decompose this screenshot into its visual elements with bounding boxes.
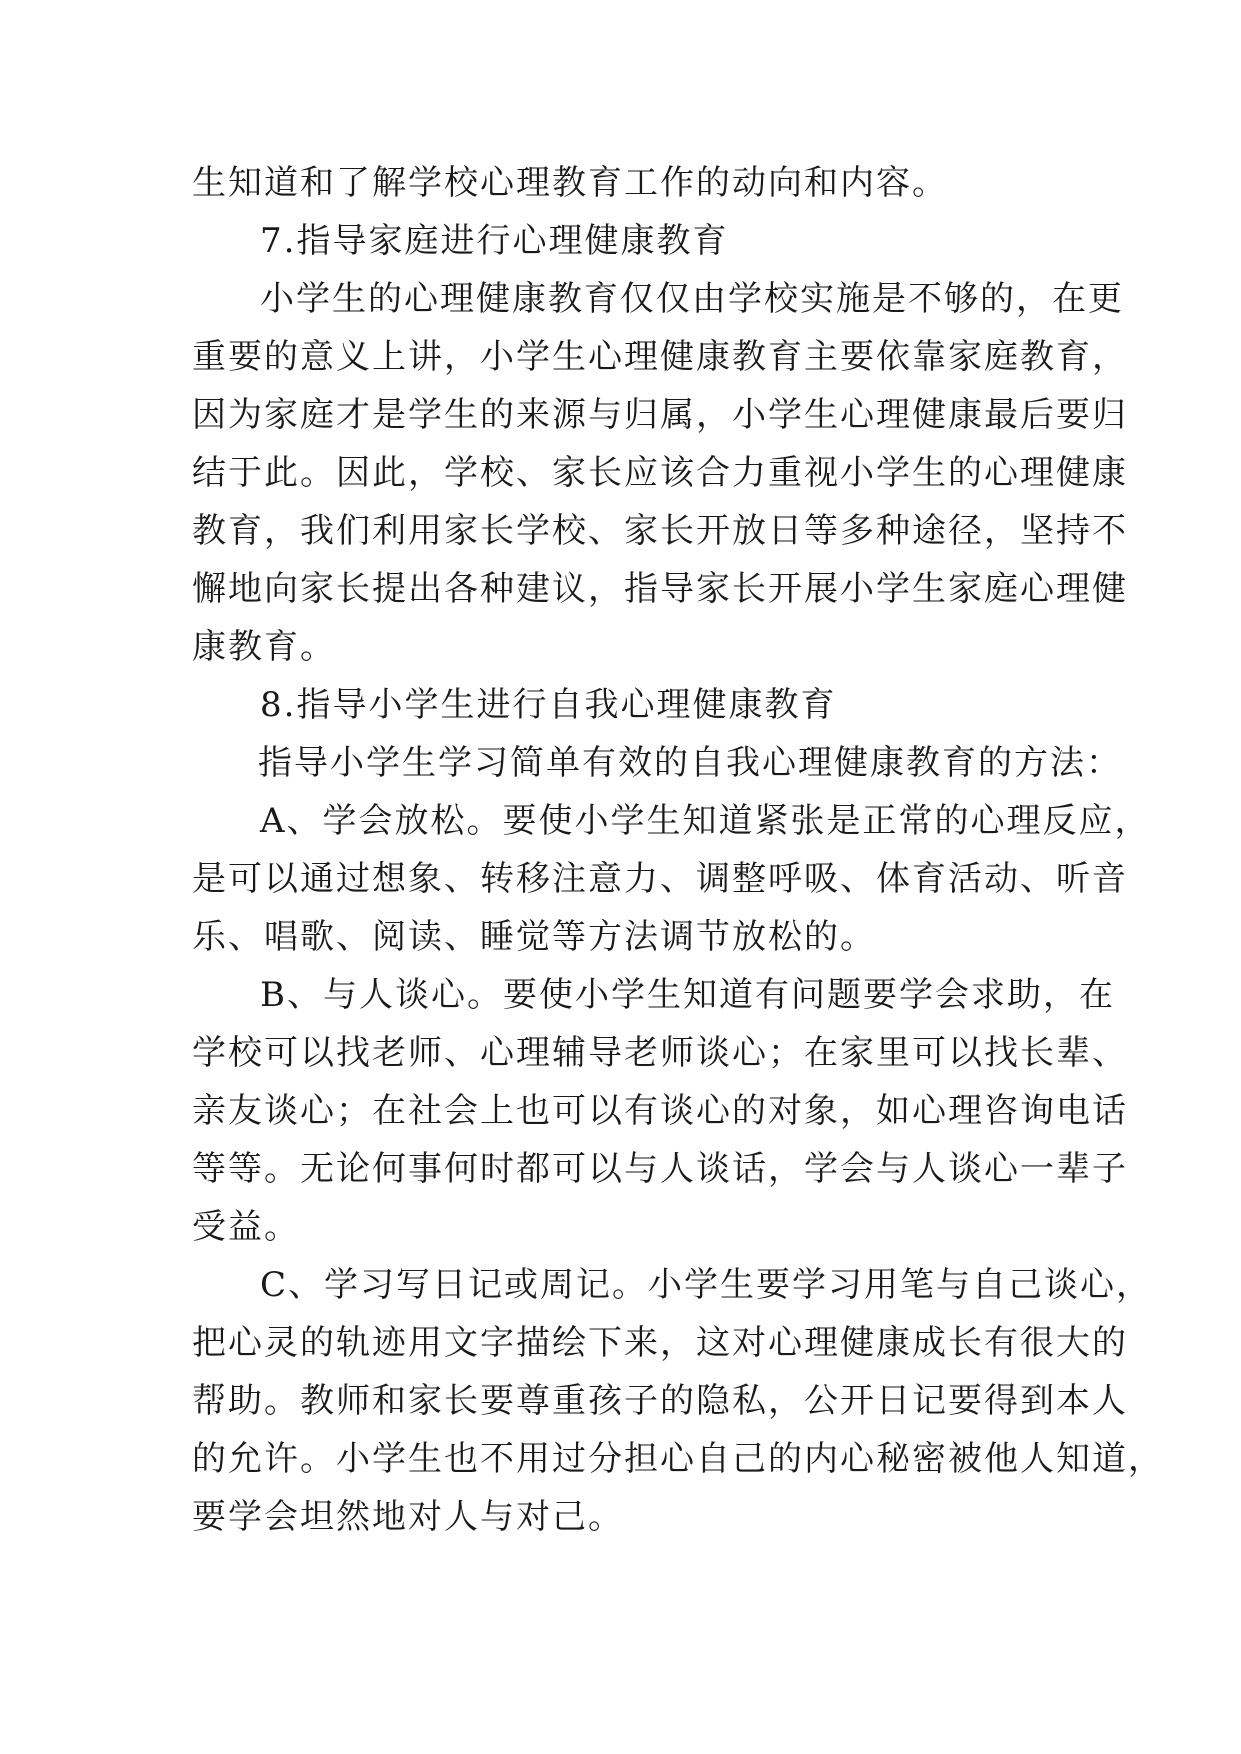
paragraph-line: 的允许。小学生也不用过分担心自己的内心秘密被他人知道， — [192, 1439, 1164, 1479]
paragraph-line: 亲友谈心；在社会上也可以有谈心的对象，如心理咨询电话 — [192, 1091, 1128, 1131]
section-heading-8: 8.指导小学生进行自我心理健康教育 — [260, 685, 837, 725]
paragraph-line: 是可以通过想象、转移注意力、调整呼吸、体育活动、听音 — [192, 859, 1128, 899]
paragraph-line: 指导小学生学习简单有效的自我心理健康教育的方法： — [258, 743, 1122, 783]
paragraph-line: 因为家庭才是学生的来源与归属，小学生心理健康最后要归 — [192, 395, 1128, 435]
paragraph-line: 康教育。 — [192, 627, 336, 667]
paragraph-line: 懈地向家长提出各种建议，指导家长开展小学生家庭心理健 — [192, 569, 1128, 609]
paragraph-line: 要学会坦然地对人与对己。 — [192, 1497, 624, 1537]
paragraph-line: 生知道和了解学校心理教育工作的动向和内容。 — [192, 163, 948, 203]
paragraph-line: 重要的意义上讲，小学生心理健康教育主要依靠家庭教育， — [192, 337, 1128, 377]
paragraph-line: 乐、唱歌、阅读、睡觉等方法调节放松的。 — [192, 917, 876, 957]
paragraph-line: 教育，我们利用家长学校、家长开放日等多种途径，坚持不 — [192, 511, 1128, 551]
paragraph-line: B、与人谈心。要使小学生知道有问题要学会求助，在 — [260, 975, 1115, 1015]
paragraph-line: 学校可以找老师、心理辅导老师谈心；在家里可以找长辈、 — [192, 1033, 1128, 1073]
paragraph-line: 等等。无论何事何时都可以与人谈话，学会与人谈心一辈子 — [192, 1149, 1128, 1189]
paragraph-line: 把心灵的轨迹用文字描绘下来，这对心理健康成长有很大的 — [192, 1323, 1128, 1363]
paragraph-line: A、学会放松。要使小学生知道紧张是正常的心理反应， — [260, 801, 1151, 841]
paragraph-line: 受益。 — [192, 1207, 300, 1247]
paragraph-line: 小学生的心理健康教育仅仅由学校实施是不够的，在更 — [260, 279, 1124, 319]
paragraph-line: 帮助。教师和家长要尊重孩子的隐私，公开日记要得到本人 — [192, 1381, 1128, 1421]
paragraph-line: 结于此。因此，学校、家长应该合力重视小学生的心理健康 — [192, 453, 1128, 493]
section-heading-7: 7.指导家庭进行心理健康教育 — [260, 221, 729, 261]
paragraph-line: C、学习写日记或周记。小学生要学习用笔与自己谈心， — [260, 1265, 1153, 1305]
body-text — [192, 154, 1164, 1546]
